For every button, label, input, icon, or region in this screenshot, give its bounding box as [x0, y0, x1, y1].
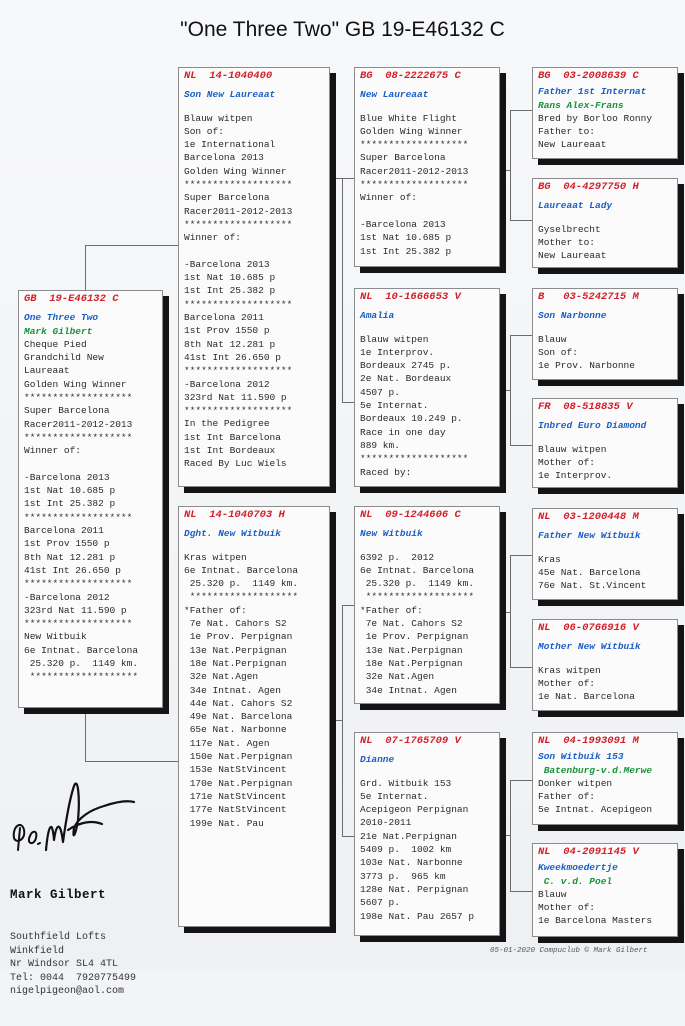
- card-line: 1st Int 25.382 p: [24, 498, 116, 510]
- card-line: Blauw: [538, 333, 567, 345]
- pigeon-name: Kweekmoedertje: [538, 862, 618, 874]
- card-line: -Barcelona 2013: [360, 218, 446, 230]
- connector-line: [510, 780, 532, 781]
- card-line: 25.320 p. 1149 km.: [360, 578, 475, 590]
- connector-line: [510, 780, 511, 892]
- ring-number: NL 03-1200448 M: [538, 511, 639, 523]
- card-line: Kras witpen: [184, 551, 247, 563]
- card-line: 1e Barcelona Masters: [538, 915, 653, 927]
- card-line: Cheque Pied: [24, 338, 87, 350]
- card-line: 2e Nat. Bordeaux: [360, 373, 452, 385]
- card-line: nigelpigeon@aol.com: [10, 986, 125, 997]
- card-line: 1e International: [184, 139, 276, 151]
- card-line: Grd. Witbuik 153: [360, 777, 452, 789]
- card-line: Race in one day: [360, 426, 446, 438]
- card-line: 1e Prov. Perpignan: [184, 631, 293, 643]
- breeder-contact: [10, 860, 180, 1026]
- connector-line: [342, 178, 343, 403]
- card-line: Racer2011-2012-2013: [24, 418, 133, 430]
- pedigree-card-ggp-1: [532, 67, 678, 159]
- ring-number: NL 10-1666653 V: [360, 291, 461, 303]
- card-line: Nr Windsor SL4 4TL: [10, 959, 119, 970]
- card-line: 5607 p.: [360, 897, 400, 909]
- card-line: 44e Nat. Cahors S2: [184, 697, 293, 709]
- card-line: Mother to:: [538, 236, 596, 248]
- pedigree-card-sire-dam: [354, 288, 500, 487]
- card-line: 128e Nat. Perpignan: [360, 883, 469, 895]
- card-lines: [24, 338, 157, 684]
- card-line: 13e Nat.Perpignan: [184, 644, 287, 656]
- card-line: 1st Int Barcelona: [184, 431, 281, 443]
- card-lines: [538, 112, 672, 152]
- card-line: Grandchild New: [24, 352, 104, 364]
- connector-line: [342, 402, 354, 403]
- card-line: [24, 458, 157, 471]
- pedigree-card-dam: [178, 506, 330, 927]
- card-line: Tel: 0044 7920775499: [10, 972, 137, 984]
- card-line: -Barcelona 2012: [24, 591, 110, 603]
- card-lines: [538, 443, 672, 483]
- pigeon-name: Dianne: [360, 754, 395, 766]
- card-line: 198e Nat. Pau 2657 p: [360, 910, 475, 922]
- signature-image: [8, 768, 143, 858]
- card-line: *******************: [24, 431, 133, 443]
- card-line: 1st Nat 10.685 p: [360, 232, 452, 244]
- pigeon-name: Father New Witbuik: [538, 530, 641, 542]
- breeder-name: Rans Alex-Frans: [538, 99, 624, 111]
- card-line: Winner of:: [184, 232, 242, 244]
- pedigree-card-sire: [178, 67, 330, 487]
- card-line: 323rd Nat 11.590 p: [184, 391, 287, 403]
- card-line: Bred by Borloo Ronny: [538, 112, 653, 124]
- card-line: Barcelona 2011: [184, 312, 264, 324]
- card-line: Raced by:: [360, 466, 412, 478]
- card-line: Golden Wing Winner: [24, 378, 127, 390]
- card-line: 7e Nat. Cahors S2: [360, 618, 463, 630]
- pigeon-name: Son New Laureaat: [184, 89, 276, 101]
- pedigree-card-ggp-4: [532, 398, 678, 488]
- card-lines: [538, 553, 672, 593]
- card-line: 5e Intnat. Acepigeon: [538, 804, 653, 816]
- card-line: 76e Nat. St.Vincent: [538, 580, 647, 592]
- connector-line: [500, 170, 510, 171]
- card-line: Blauw: [538, 888, 567, 900]
- card-line: 1st Prov 1550 p: [24, 538, 110, 550]
- card-line: Racer2011-2012-2013: [184, 205, 293, 217]
- card-line: Super Barcelona: [360, 152, 446, 164]
- ring-number: NL 14-1040400: [184, 70, 273, 82]
- card-line: 65e Nat. Narbonne: [184, 724, 287, 736]
- breeder-name: Batenburg-v.d.Merwe: [538, 764, 653, 776]
- card-line: Bordeaux 10.249 p.: [360, 413, 463, 425]
- connector-line: [510, 110, 532, 111]
- card-line: 1st Nat 10.685 p: [184, 272, 276, 284]
- card-line: Winner of:: [360, 192, 418, 204]
- connector-line: [85, 245, 178, 246]
- card-line: Kras witpen: [538, 664, 601, 676]
- card-line: Blauw witpen: [360, 333, 429, 345]
- connector-line: [510, 110, 511, 221]
- card-line: 103e Nat. Narbonne: [360, 857, 463, 869]
- card-line: 170e Nat.Perpignan: [184, 777, 293, 789]
- card-line: *******************: [184, 405, 293, 417]
- pigeon-name: Laureaat Lady: [538, 200, 613, 212]
- card-line: 1e Interprov.: [538, 470, 613, 482]
- pedigree-card-ggp-5: [532, 508, 678, 600]
- card-line: 5409 p. 1002 km: [360, 844, 452, 856]
- card-line: *******************: [360, 591, 475, 603]
- ring-number: NL 06-0766916 V: [538, 622, 639, 634]
- card-line: 150e Nat.Perpignan: [184, 751, 293, 763]
- card-line: Donker witpen: [538, 777, 613, 789]
- card-line: 34e Intnat. Agen: [360, 684, 457, 696]
- pedigree-card-sire-sire: [354, 67, 500, 267]
- connector-line: [342, 178, 354, 179]
- card-line: Bordeaux 2745 p.: [360, 360, 452, 372]
- contact-lines: [10, 931, 180, 999]
- card-line: 171e NatStVincent: [184, 790, 287, 802]
- pedigree-card-ggp-7: [532, 732, 678, 825]
- card-line: *******************: [24, 618, 133, 630]
- card-line: New Laureaat: [538, 139, 607, 151]
- card-line: Mother of:: [538, 677, 596, 689]
- card-line: *******************: [184, 591, 299, 603]
- connector-line: [330, 178, 342, 179]
- card-line: In the Pedigree: [184, 418, 270, 430]
- pigeon-name: One Three Two: [24, 312, 99, 324]
- card-line: 5e Internat.: [360, 400, 429, 412]
- pigeon-name: Mother New Witbuik: [538, 641, 641, 653]
- pigeon-name: New Witbuik: [360, 528, 423, 540]
- card-line: Laureaat: [24, 365, 70, 377]
- card-line: Acepigeon Perpignan: [360, 804, 469, 816]
- card-lines: [538, 664, 672, 704]
- card-line: [360, 205, 494, 218]
- connector-line: [510, 667, 532, 668]
- card-line: *******************: [360, 139, 469, 151]
- card-line: 6e Intnat. Barcelona: [24, 644, 139, 656]
- card-line: 2010-2011: [360, 817, 412, 829]
- card-lines: [538, 333, 672, 373]
- card-line: 153e NatStVincent: [184, 764, 287, 776]
- card-line: Super Barcelona: [184, 192, 270, 204]
- connector-line: [330, 720, 342, 721]
- card-line: -Barcelona 2013: [184, 258, 270, 270]
- card-line: Blauw witpen: [538, 443, 607, 455]
- card-line: 41st Int 26.650 p: [24, 564, 121, 576]
- card-line: 6392 p. 2012: [360, 551, 435, 563]
- pigeon-name: Amalia: [360, 310, 395, 322]
- pigeon-name: Son Narbonne: [538, 310, 607, 322]
- breeder-name: C. v.d. Poel: [538, 875, 613, 887]
- card-line: -Barcelona 2013: [24, 471, 110, 483]
- connector-line: [510, 445, 532, 446]
- card-line: New Witbuik: [24, 631, 87, 643]
- card-line: 1st Prov 1550 p: [184, 325, 270, 337]
- card-line: 5e Internat.: [360, 790, 429, 802]
- card-line: Son of:: [538, 346, 578, 358]
- card-line: 34e Intnat. Agen: [184, 684, 281, 696]
- card-line: 1e Prov. Narbonne: [538, 360, 635, 372]
- card-lines: [360, 112, 494, 258]
- card-line: Kras: [538, 553, 561, 565]
- connector-line: [342, 836, 354, 837]
- pigeon-name: New Laureaat: [360, 89, 429, 101]
- card-line: 177e NatStVincent: [184, 804, 287, 816]
- connector-line: [510, 220, 532, 221]
- card-line: Raced By Luc Wiels: [184, 458, 287, 470]
- card-line: 1e Nat. Barcelona: [538, 691, 635, 703]
- card-line: *******************: [24, 578, 133, 590]
- ring-number: FR 08-518835 V: [538, 401, 633, 413]
- card-line: 45e Nat. Barcelona: [538, 566, 641, 578]
- card-line: Golden Wing Winner: [184, 165, 287, 177]
- card-line: *******************: [184, 179, 293, 191]
- card-line: Racer2011-2012-2013: [360, 165, 469, 177]
- card-lines: [360, 777, 494, 923]
- ring-number: BG 08-2222675 C: [360, 70, 461, 82]
- card-line: Mother of:: [538, 902, 596, 914]
- pedigree-card-ggp-3: [532, 288, 678, 380]
- card-line: Son of:: [184, 125, 224, 137]
- card-line: 1st Nat 10.685 p: [24, 485, 116, 497]
- pedigree-card-subject: [18, 290, 163, 708]
- card-line: 41st Int 26.650 p: [184, 351, 281, 363]
- pigeon-name: Father 1st Internat: [538, 86, 647, 98]
- card-line: 6e Intnat. Barcelona: [360, 564, 475, 576]
- footer-credit: 05-01-2020 Compuclub © Mark Gilbert: [490, 947, 648, 955]
- card-line: 1e Prov. Perpignan: [360, 631, 469, 643]
- pigeon-name: Dght. New Witbuik: [184, 528, 281, 540]
- card-line: 18e Nat.Perpignan: [184, 657, 287, 669]
- card-line: *******************: [184, 218, 293, 230]
- card-lines: [360, 333, 494, 479]
- card-line: *******************: [24, 392, 133, 404]
- ring-number: NL 04-2091145 V: [538, 846, 639, 858]
- pedigree-card-ggp-2: [532, 178, 678, 268]
- card-line: 13e Nat.Perpignan: [360, 644, 463, 656]
- card-line: New Laureaat: [538, 250, 607, 262]
- connector-line: [500, 390, 510, 391]
- card-line: 32e Nat.Agen: [360, 671, 435, 683]
- ring-number: NL 07-1765709 V: [360, 735, 461, 747]
- pedigree-card-ggp-6: [532, 619, 678, 711]
- ring-number: GB 19-E46132 C: [24, 293, 119, 305]
- card-line: *******************: [184, 365, 293, 377]
- connector-line: [342, 605, 343, 837]
- owner-name: Mark Gilbert: [24, 325, 93, 337]
- card-line: Southfield Lofts: [10, 932, 107, 943]
- card-line: 21e Nat.Perpignan: [360, 830, 457, 842]
- connector-line: [500, 612, 510, 613]
- pedigree-card-dam-dam: [354, 732, 500, 936]
- connector-line: [342, 605, 354, 606]
- pedigree-card-dam-sire: [354, 506, 500, 704]
- card-line: Winner of:: [24, 445, 82, 457]
- card-line: 25.320 p. 1149 km.: [184, 578, 299, 590]
- card-line: 1st Int 25.382 p: [184, 285, 276, 297]
- pedigree-card-ggp-8: [532, 843, 678, 937]
- ring-number: NL 04-1993091 M: [538, 735, 639, 747]
- card-line: 1st Int 25.382 p: [360, 245, 452, 257]
- connector-line: [85, 712, 86, 762]
- card-line: Father of:: [538, 791, 596, 803]
- ring-number: BG 04-4297750 H: [538, 181, 639, 193]
- card-line: 3773 p. 965 km: [360, 870, 446, 882]
- card-lines: [184, 112, 324, 471]
- card-line: *******************: [24, 511, 133, 523]
- card-line: 889 km.: [360, 439, 400, 451]
- card-line: 1e Interprov.: [360, 346, 435, 358]
- card-line: Blue White Flight: [360, 112, 457, 124]
- pigeon-name: Son Witbuik 153: [538, 751, 624, 763]
- card-line: 199e Nat. Pau: [184, 817, 264, 829]
- card-line: *******************: [24, 671, 139, 683]
- ring-number: BG 03-2008639 C: [538, 70, 639, 82]
- connector-line: [510, 335, 511, 446]
- card-line: 32e Nat.Agen: [184, 671, 259, 683]
- card-lines: [538, 888, 672, 928]
- card-line: 1st Int Bordeaux: [184, 445, 276, 457]
- ring-number: B 03-5242715 M: [538, 291, 639, 303]
- card-line: *Father of:: [184, 604, 247, 616]
- card-line: 8th Nat 12.281 p: [184, 338, 276, 350]
- card-line: 4507 p.: [360, 386, 400, 398]
- card-line: 49e Nat. Barcelona: [184, 711, 293, 723]
- ring-number: NL 09-1244606 C: [360, 509, 461, 521]
- card-line: Mother of:: [538, 456, 596, 468]
- card-line: *******************: [360, 453, 469, 465]
- card-lines: [538, 223, 672, 263]
- card-line: *******************: [360, 179, 469, 191]
- card-line: 6e Intnat. Barcelona: [184, 564, 299, 576]
- card-line: Barcelona 2011: [24, 525, 104, 537]
- card-line: Super Barcelona: [24, 405, 110, 417]
- card-line: Blauw witpen: [184, 112, 253, 124]
- breeder-name-label: Mark Gilbert: [10, 888, 107, 902]
- connector-line: [85, 245, 86, 292]
- card-line: 25.320 p. 1149 km.: [24, 658, 139, 670]
- card-line: 7e Nat. Cahors S2: [184, 618, 287, 630]
- connector-line: [510, 555, 511, 668]
- connector-line: [85, 761, 178, 762]
- card-line: *Father of:: [360, 604, 423, 616]
- card-lines: [538, 777, 672, 817]
- card-line: *******************: [184, 298, 293, 310]
- card-line: Father to:: [538, 126, 596, 138]
- page-title: "One Three Two" GB 19-E46132 C: [180, 18, 505, 41]
- card-line: Barcelona 2013: [184, 152, 264, 164]
- ring-number: NL 14-1040703 H: [184, 509, 285, 521]
- card-line: 323rd Nat 11.590 p: [24, 604, 127, 616]
- card-line: 18e Nat.Perpignan: [360, 657, 463, 669]
- connector-line: [510, 555, 532, 556]
- card-line: Gyselbrecht: [538, 223, 601, 235]
- pigeon-name: Inbred Euro Diamond: [538, 420, 647, 432]
- card-lines: [184, 551, 324, 830]
- card-line: Golden Wing Winner: [360, 125, 463, 137]
- card-line: -Barcelona 2012: [184, 378, 270, 390]
- card-line: [184, 245, 324, 258]
- card-lines: [360, 551, 494, 697]
- connector-line: [510, 335, 532, 336]
- card-line: Winkfield: [10, 945, 65, 957]
- card-line: 8th Nat 12.281 p: [24, 551, 116, 563]
- card-line: 117e Nat. Agen: [184, 737, 270, 749]
- connector-line: [500, 835, 510, 836]
- connector-line: [510, 891, 532, 892]
